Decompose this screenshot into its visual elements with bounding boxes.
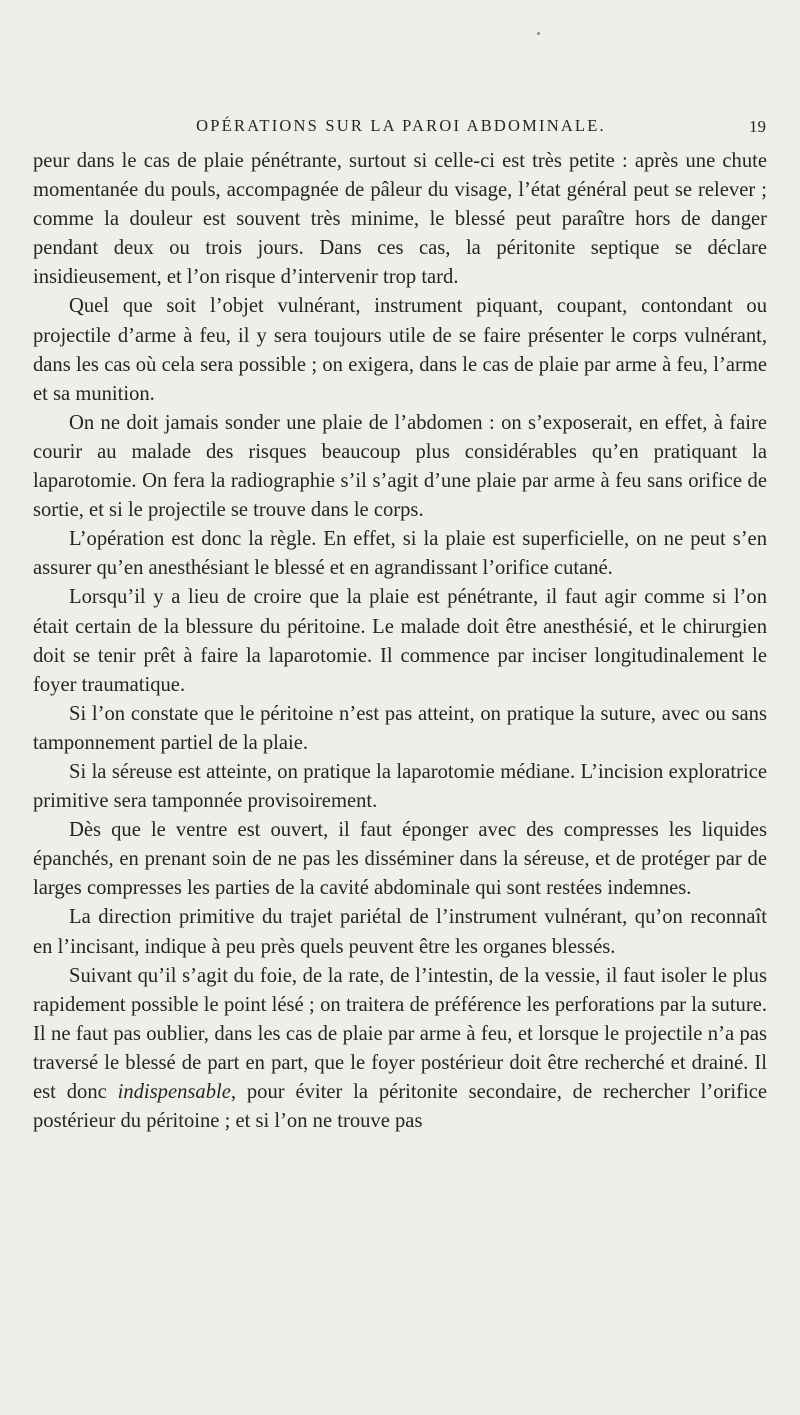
emphasized-word: indispensable <box>117 1081 231 1103</box>
page-number: 19 <box>749 117 766 136</box>
paragraph: Si l’on constate que le péritoine n’est pas atteint, on pratique la suture, avec ou sans tamponnement partiel de la plaie. <box>33 702 767 754</box>
body-text <box>33 147 767 1136</box>
paragraph: Si la séreuse est atteinte, on pratique la laparotomie médiane. L’incision exploratrice primitive sera tamponnée provisoirement. <box>33 760 767 813</box>
paragraph: L’opération est donc la règle. En effet, si la plaie est superficielle, on ne peut s’en assurer qu’en anesthésiant le blessé et en agrandissant l’orifice cutané. <box>33 528 767 580</box>
page-header <box>32 114 770 140</box>
paragraph: La direction primitive du trajet pariétal de l’instrument vulnérant, qu’on reconnaît en l’incisant, indique à peu près quels peuvent être les organes blessés. <box>33 906 767 958</box>
paragraph-text: Suivant qu’il s’agit du foie, de la rate, de l’intestin, de la vessie, il faut isoler le plus rapidement possible le point lésé ; on traitera de préférence les perforations par la suture. Il ne faut pas oublier, dans les cas de plaie par arme à feu, et lorsque le projectile n’a pas traversé le blessé de part en part, que le foyer postérieur doit être recherché et drainé. Il est donc <box>33 964 767 1103</box>
paragraph: Lorsqu’il y a lieu de croire que la plaie est pénétrante, il faut agir comme si l’on était certain de la blessure du péritoine. Le malade doit être anesthésié, et le chirurgien doit se tenir prêt à faire la laparotomie. Il commence par inciser longitudinalement le foyer traumatique. <box>33 586 767 696</box>
paragraph: peur dans le cas de plaie pénétrante, surtout si celle-ci est très petite : après une chute momentanée du pouls, accompagnée de pâleur du visage, l’état général peut se relever ; comme la douleur est souvent très minime, le blessé peut paraître hors de danger pendant deux ou trois jours. Dans ces cas, la péritonite septique se déclare insidieusement, et l’on risque d’intervenir trop tard. <box>33 150 767 289</box>
running-title: OPÉRATIONS SUR LA PAROI ABDOMINALE. <box>196 116 606 135</box>
paragraph <box>33 962 767 1137</box>
paragraph-text: , pour éviter la péritonite secondaire, de rechercher l’orifice postérieur du péritoine ; et si l’on ne trouve pas <box>33 1081 767 1133</box>
paragraph: On ne doit jamais sonder une plaie de l’abdomen : on s’exposerait, en effet, à faire courir au malade des risques beaucoup plus considérables qu’en pratiquant la laparotomie. On fera la radiographie s’il s’agit d’une plaie par arme à feu sans orifice de sortie, et si le projectile se trouve dans le corps. <box>33 411 767 522</box>
paragraph: Dès que le ventre est ouvert, il faut éponger avec des compresses les liquides épanchés, en prenant soin de ne pas les disséminer dans la séreuse, et de protéger par de larges compresses les parties de la cavité abdominale qui sont restées indemnes. <box>33 819 767 900</box>
paper-speck <box>537 32 540 35</box>
paragraph: Quel que soit l’objet vulnérant, instrument piquant, coupant, contondant ou projectile d’arme à feu, il y sera toujours utile de se faire présenter le corps vulnérant, dans les cas où cela sera possible ; on exigera, dans le cas de plaie par arme à feu, l’arme et sa munition. <box>33 295 767 405</box>
